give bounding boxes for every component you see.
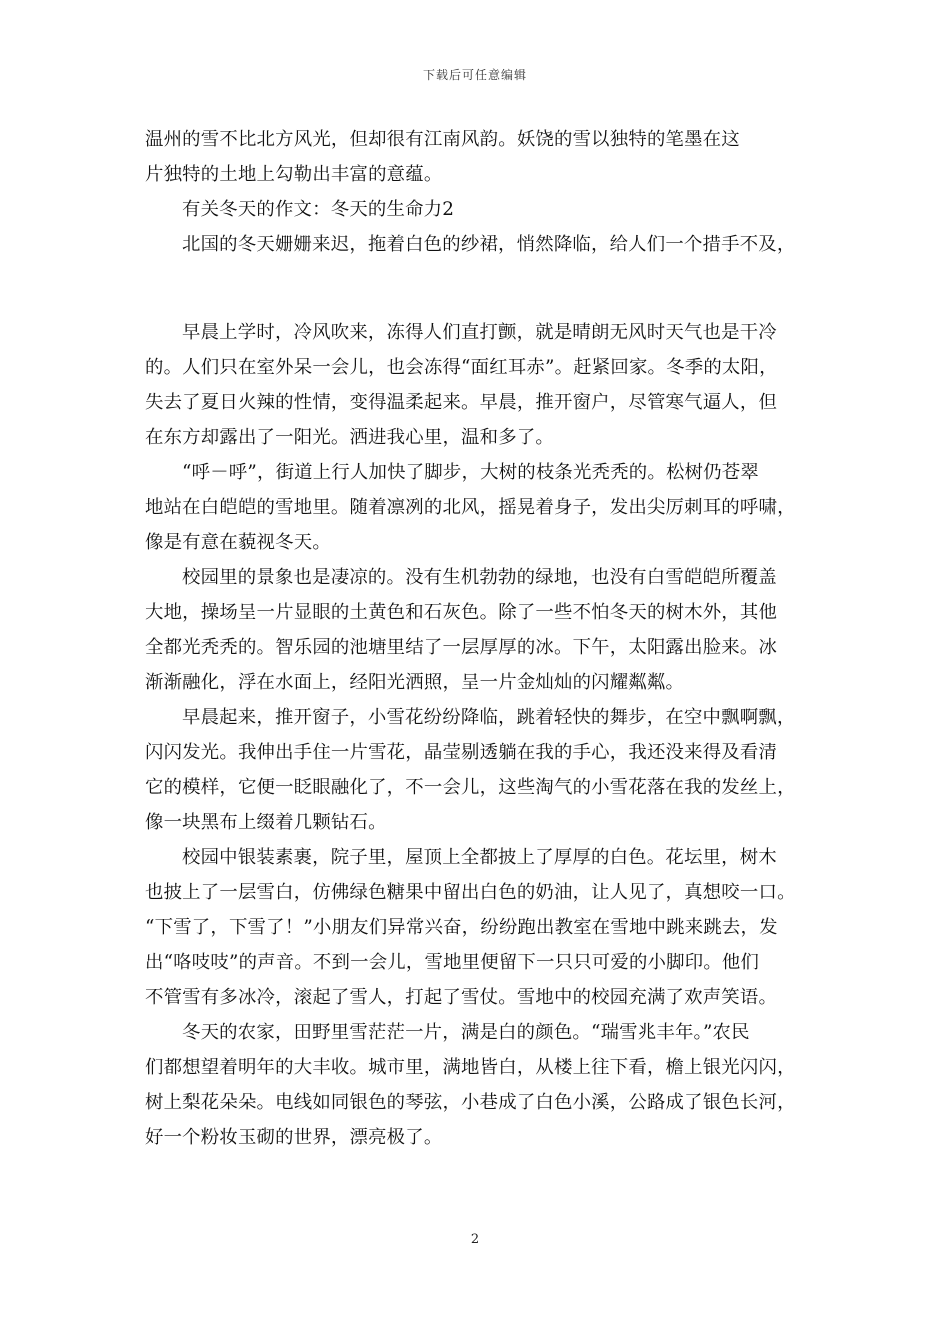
text-line: 片独特的土地上勾勒出丰富的意蕴。	[145, 164, 443, 185]
text-line: 校园中银装素裹，院子里，屋顶上全都披上了厚厚的白色。花坛里，树木	[182, 847, 777, 868]
text-line: 校园里的景象也是凄凉的。没有生机勃勃的绿地，也没有白雪皑皑所覆盖	[182, 567, 777, 588]
text-line: 树上梨花朵朵。电线如同银色的琴弦，小巷成了白色小溪，公路成了银色长河，	[145, 1092, 796, 1113]
page-header: 下载后可任意编辑	[422, 68, 527, 82]
text-line: 出“咯吱吱”的声音。不到一会儿，雪地里便留下一只只可爱的小脚印。他们	[145, 952, 760, 973]
text-line: 像一块黑布上缀着几颗钻石。	[145, 812, 387, 833]
text-line: 像是有意在藐视冬天。	[145, 532, 331, 553]
text-line: 温州的雪不比北方风光，但却很有江南风韵。妖饶的雪以独特的笔墨在这	[145, 129, 740, 150]
text-line: 的。人们只在室外呆一会儿，也会冻得“面红耳赤”。赶紧回家。冬季的太阳，	[145, 357, 778, 378]
section-heading: 有关冬天的作文：冬天的生命力2	[182, 199, 455, 220]
text-line: 失去了夏日火辣的性情，变得温柔起来。早晨，推开窗户，尽管寒气逼人，但	[145, 392, 778, 413]
text-line: 也披上了一层雪白，仿佛绿色糖果中留出白色的奶油，让人见了，真想咬一口。	[145, 882, 796, 903]
document-body	[145, 122, 821, 1155]
text-line: 全都光秃秃的。智乐园的池塘里结了一层厚厚的冰。下午，太阳露出脸来。冰	[145, 637, 778, 658]
text-line: 在东方却露出了一阳光。洒进我心里，温和多了。	[145, 427, 554, 448]
text-line: “下雪了，下雪了！”小朋友们异常兴奋，纷纷跑出教室在雪地中跳来跳去，发	[145, 917, 778, 938]
text-line: 渐渐融化，浮在水面上，经阳光洒照，呈一片金灿灿的闪耀粼粼。	[145, 672, 685, 693]
text-line: 冬天的农家，田野里雪茫茫一片，满是白的颜色。“瑞雪兆丰年。”农民	[182, 1022, 750, 1043]
text-line: 早晨起来，推开窗子，小雪花纷纷降临，跳着轻快的舞步，在空中飘啊飘，	[182, 707, 796, 728]
page-number: 2	[470, 1232, 480, 1247]
text-line: 不管雪有多冰冷，滚起了雪人，打起了雪仗。雪地中的校园充满了欢声笑语。	[145, 987, 778, 1008]
text-line: 闪闪发光。我伸出手住一片雪花，晶莹剔透躺在我的手心，我还没来得及看清	[145, 742, 778, 763]
text-line: 地站在白皑皑的雪地里。随着凛冽的北风，摇晃着身子，发出尖厉刺耳的呼啸，	[145, 497, 796, 518]
text-line: “呼－呼”，街道上行人加快了脚步，大树的枝条光秃秃的。松树仍苍翠	[182, 462, 759, 483]
text-line: 们都想望着明年的大丰收。城市里，满地皆白，从楼上往下看，檐上银光闪闪，	[145, 1057, 796, 1078]
text-line: 好一个粉妆玉砌的世界，漂亮极了。	[145, 1127, 443, 1148]
text-line: 早晨上学时，冷风吹来，冻得人们直打颤，就是晴朗无风时天气也是干冷	[182, 322, 777, 343]
blank-gap	[145, 262, 821, 315]
text-line: 北国的冬天姗姗来迟，拖着白色的纱裙，悄然降临，给人们一个措手不及，	[182, 234, 796, 255]
text-line: 大地，操场呈一片显眼的土黄色和石灰色。除了一些不怕冬天的树木外，其他	[145, 602, 778, 623]
text-line: 它的模样，它便一眨眼融化了，不一会儿，这些淘气的小雪花落在我的发丝上，	[145, 777, 796, 798]
